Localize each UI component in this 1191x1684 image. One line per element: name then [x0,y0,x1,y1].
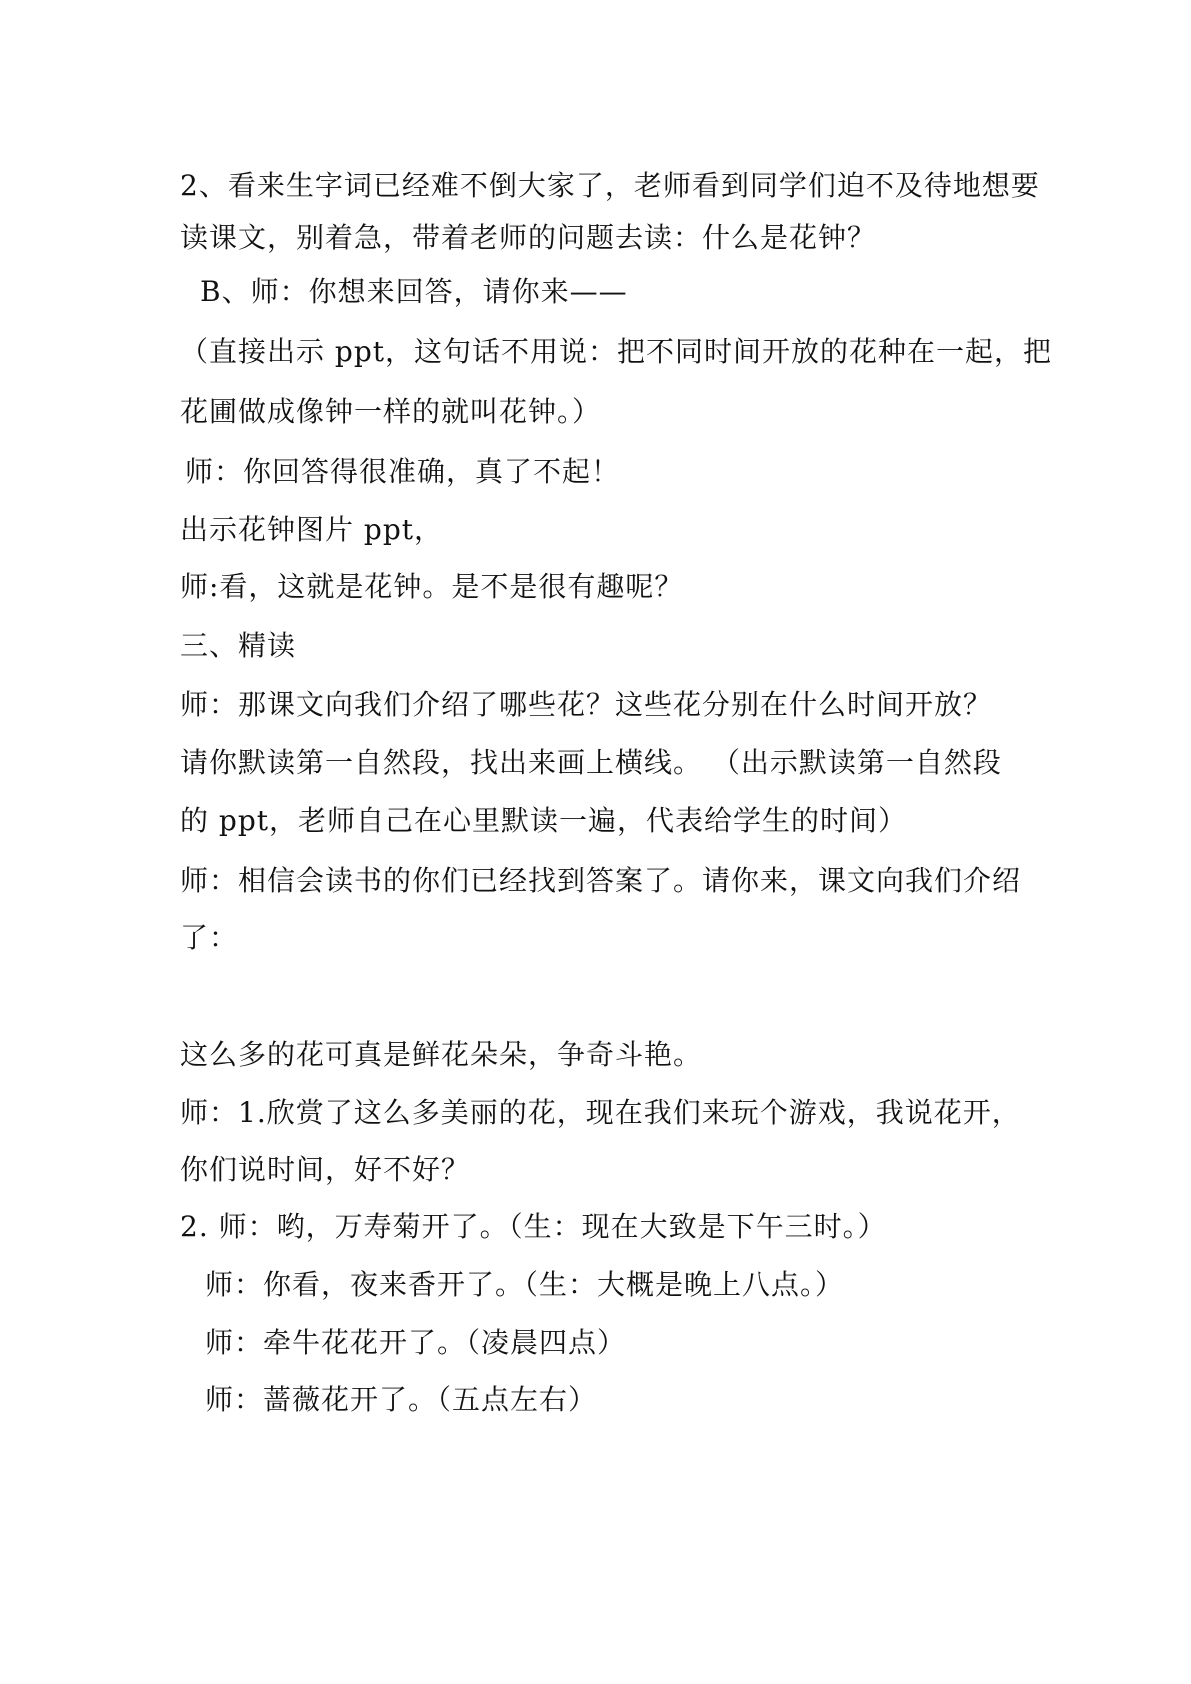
text-line: 读课文，别着急，带着老师的问题去读：什么是花钟？ [180,221,877,254]
text-line: 了： [180,921,239,954]
text-line: 花圃做成像钟一样的就叫花钟。） [180,395,602,428]
text-line: 师：蔷薇花开了。（五点左右） [205,1383,598,1416]
text-line: 师：那课文向我们介绍了哪些花？这些花分别在什么时间开放？ [180,688,993,721]
text-line: （直接出示 ppt，这句话不用说：把不同时间开放的花种在一起，把 [180,335,1053,368]
text-line: 师:看，这就是花钟。是不是很有趣呢？ [180,570,684,603]
text-line: 的 ppt，老师自己在心里默读一遍，代表给学生的时间） [180,804,908,837]
text-line: 师：相信会读书的你们已经找到答案了。请你来，课文向我们介绍 [180,864,1022,897]
text-line: 请你默读第一自然段，找出来画上横线。 （出示默读第一自然段 [180,746,1002,779]
text-line: B、师：你想来回答，请你来—— [200,275,628,308]
text-line: 2. 师：哟，万寿菊开了。（生：现在大致是下午三时。） [180,1210,887,1243]
text-line: 师：你回答得很准确，真了不起！ [185,455,621,488]
section-heading: 三、精读 [180,629,297,662]
text-line: 师：1.欣赏了这么多美丽的花，现在我们来玩个游戏，我说花开， [180,1096,1021,1129]
text-line: 2、看来生字词已经难不倒大家了，老师看到同学们迫不及待地想要 [180,169,1040,202]
text-line: 师：牵牛花花开了。（凌晨四点） [205,1326,627,1359]
text-line: 你们说时间，好不好？ [180,1153,471,1186]
text-line: 这么多的花可真是鲜花朵朵，争奇斗艳。 [180,1038,703,1071]
text-line: 师：你看，夜来香开了。（生：大概是晚上八点。） [205,1268,845,1301]
text-line: 出示花钟图片 ppt， [180,513,444,546]
